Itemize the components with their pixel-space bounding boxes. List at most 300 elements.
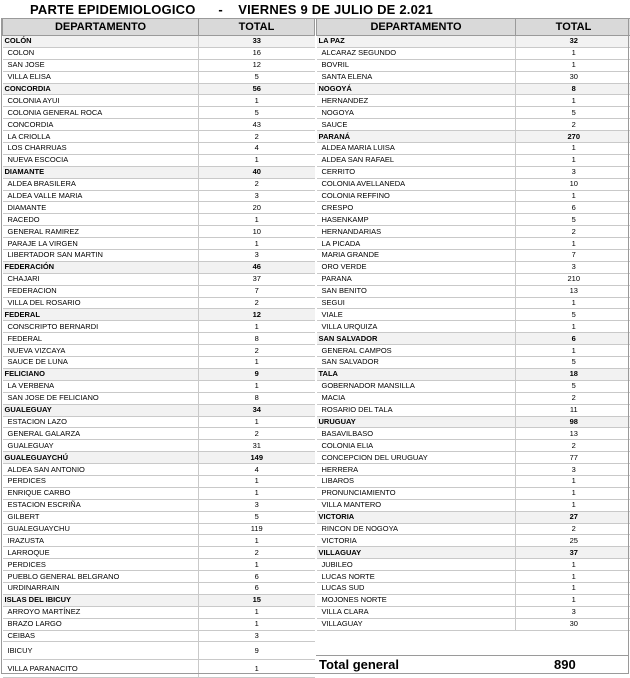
locality-name: HASENKAMP <box>317 214 516 226</box>
locality-name: LUCAS NORTE <box>317 571 516 583</box>
report-title: PARTE EPIDEMIOLOGICO - VIERNES 9 DE JULIO DE 2.021 <box>30 2 433 17</box>
locality-row <box>317 95 630 107</box>
locality-row <box>317 285 630 297</box>
locality-total: 2 <box>199 131 315 143</box>
locality-name: COLONIA ELIA <box>317 440 516 452</box>
locality-total: 1 <box>516 190 630 202</box>
total-general-value: 890 <box>554 657 576 672</box>
locality-total: 1 <box>516 571 630 583</box>
locality-total: 43 <box>199 119 315 131</box>
department-name: NOGOYÁ <box>317 83 516 95</box>
locality-row <box>317 143 630 155</box>
locality-name: LARROQUE <box>3 547 199 559</box>
locality-name: SAN SALVADOR <box>317 357 516 369</box>
locality-name: GOBERNADOR MANSILLA <box>317 380 516 392</box>
department-total: 12 <box>199 309 315 321</box>
locality-total: 1 <box>516 238 630 250</box>
locality-row <box>317 618 630 630</box>
locality-name: RACEDO <box>3 214 199 226</box>
department-name: PARANÁ <box>317 131 516 143</box>
locality-name: HERRERA <box>317 464 516 476</box>
locality-row <box>317 392 630 404</box>
locality-name: RINCON DE NOGOYA <box>317 523 516 535</box>
locality-total: 30 <box>516 71 630 83</box>
locality-name: SAUCE DE LUNA <box>3 357 199 369</box>
locality-total: 31 <box>199 440 315 452</box>
locality-row <box>317 47 630 59</box>
locality-row <box>3 202 315 214</box>
locality-row <box>3 47 315 59</box>
locality-name: PERDICES <box>3 475 199 487</box>
left-table <box>2 18 315 678</box>
locality-row <box>317 380 630 392</box>
locality-total: 1 <box>199 95 315 107</box>
locality-total: 8 <box>199 392 315 404</box>
department-name: LA PAZ <box>317 36 516 48</box>
locality-row <box>317 606 630 618</box>
locality-total: 3 <box>199 190 315 202</box>
locality-total: 30 <box>516 618 630 630</box>
locality-name: LIBERTADOR SAN MARTIN <box>3 250 199 262</box>
locality-total: 3 <box>199 630 315 642</box>
locality-row <box>3 273 315 285</box>
locality-name: CERRITO <box>317 166 516 178</box>
locality-name: GENERAL RAMIREZ <box>3 226 199 238</box>
locality-row <box>3 95 315 107</box>
locality-total: 1 <box>516 154 630 166</box>
department-total: 56 <box>199 83 315 95</box>
locality-name: VILLA URQUIZA <box>317 321 516 333</box>
locality-row <box>3 154 315 166</box>
department-total: 46 <box>199 261 315 273</box>
locality-name: COLONIA AVELLANEDA <box>317 178 516 190</box>
locality-total: 5 <box>516 107 630 119</box>
locality-row <box>3 606 315 618</box>
locality-name: LA PICADA <box>317 238 516 250</box>
department-total: 15 <box>199 594 315 606</box>
locality-row <box>3 535 315 547</box>
department-total: 33 <box>199 36 315 48</box>
locality-total: 1 <box>516 143 630 155</box>
locality-total: 1 <box>516 582 630 594</box>
locality-name: PUEBLO GENERAL BELGRANO <box>3 571 199 583</box>
locality-total: 1 <box>516 475 630 487</box>
locality-total: 6 <box>199 582 315 594</box>
locality-row <box>317 226 630 238</box>
department-name: VICTORIA <box>317 511 516 523</box>
locality-total: 1 <box>516 47 630 59</box>
locality-total: 2 <box>516 119 630 131</box>
locality-total: 5 <box>516 309 630 321</box>
locality-row <box>317 59 630 71</box>
locality-total: 5 <box>199 107 315 119</box>
locality-name: ROSARIO DEL TALA <box>317 404 516 416</box>
department-total: 149 <box>199 452 315 464</box>
locality-row <box>3 226 315 238</box>
locality-total: 6 <box>199 571 315 583</box>
locality-name: CONCEPCION DEL URUGUAY <box>317 452 516 464</box>
locality-name: URDINARRAIN <box>3 582 199 594</box>
department-row <box>3 309 315 321</box>
locality-row <box>317 571 630 583</box>
department-name: FELICIANO <box>3 368 199 380</box>
locality-name: VILLA MANTERO <box>317 499 516 511</box>
department-row <box>3 404 315 416</box>
locality-row <box>3 345 315 357</box>
locality-name: ALCARAZ SEGUNDO <box>317 47 516 59</box>
locality-row <box>3 582 315 594</box>
locality-name: NUEVA VIZCAYA <box>3 345 199 357</box>
locality-name: BOVRIL <box>317 59 516 71</box>
locality-total: 10 <box>516 178 630 190</box>
locality-name: VILLA DEL ROSARIO <box>3 297 199 309</box>
column-header-departamento: DEPARTAMENTO <box>3 19 199 36</box>
locality-row <box>317 535 630 547</box>
department-name: SAN SALVADOR <box>317 333 516 345</box>
locality-total: 1 <box>516 559 630 571</box>
locality-total: 1 <box>516 59 630 71</box>
department-name: GUALEGUAYCHÚ <box>3 452 199 464</box>
left-table-body <box>3 36 315 678</box>
locality-name: SAUCE <box>317 119 516 131</box>
locality-row <box>317 523 630 535</box>
department-name: ISLAS DEL IBICUY <box>3 594 199 606</box>
locality-total: 2 <box>199 547 315 559</box>
locality-row <box>3 428 315 440</box>
locality-row <box>3 71 315 83</box>
locality-row <box>317 499 630 511</box>
locality-row <box>3 380 315 392</box>
locality-row <box>3 178 315 190</box>
locality-row <box>317 107 630 119</box>
locality-name: BASAVILBASO <box>317 428 516 440</box>
locality-row <box>3 107 315 119</box>
department-total: 98 <box>516 416 630 428</box>
locality-row <box>317 440 630 452</box>
locality-row <box>317 559 630 571</box>
department-row <box>3 166 315 178</box>
locality-total: 7 <box>199 285 315 297</box>
locality-row <box>3 547 315 559</box>
department-name: URUGUAY <box>317 416 516 428</box>
locality-name: PARANA <box>317 273 516 285</box>
locality-name: LA VERBENA <box>3 380 199 392</box>
locality-row <box>3 618 315 630</box>
locality-name: ALDEA MARIA LUISA <box>317 143 516 155</box>
locality-total: 16 <box>199 47 315 59</box>
locality-row <box>317 261 630 273</box>
locality-row <box>3 119 315 131</box>
locality-name: SAN JOSE <box>3 59 199 71</box>
department-name: GUALEGUAY <box>3 404 199 416</box>
locality-total: 1 <box>199 660 315 678</box>
locality-total: 1 <box>516 95 630 107</box>
locality-row <box>3 523 315 535</box>
locality-name: ESTACION LAZO <box>3 416 199 428</box>
locality-total: 1 <box>516 487 630 499</box>
locality-total: 13 <box>516 285 630 297</box>
locality-row <box>3 250 315 262</box>
right-table-column <box>316 18 629 631</box>
locality-total: 1 <box>199 535 315 547</box>
locality-name: MACIA <box>317 392 516 404</box>
locality-name: CONSCRIPTO BERNARDI <box>3 321 199 333</box>
locality-name: ENRIQUE CARBO <box>3 487 199 499</box>
locality-total: 1 <box>199 416 315 428</box>
locality-total: 37 <box>199 273 315 285</box>
locality-name: ALDEA VALLE MARIA <box>3 190 199 202</box>
department-row <box>317 368 630 380</box>
locality-total: 1 <box>199 154 315 166</box>
locality-row <box>317 452 630 464</box>
locality-row <box>3 238 315 250</box>
locality-row <box>3 464 315 476</box>
department-row <box>3 594 315 606</box>
locality-row <box>3 487 315 499</box>
locality-row <box>3 143 315 155</box>
locality-name: PRONUNCIAMIENTO <box>317 487 516 499</box>
locality-total: 1 <box>199 475 315 487</box>
department-row <box>3 261 315 273</box>
locality-total: 3 <box>516 261 630 273</box>
department-row <box>3 83 315 95</box>
right-header-row <box>317 19 630 36</box>
department-row <box>317 511 630 523</box>
locality-total: 8 <box>199 333 315 345</box>
locality-name: NUEVA ESCOCIA <box>3 154 199 166</box>
locality-name: SANTA ELENA <box>317 71 516 83</box>
column-header-total: TOTAL <box>516 19 630 36</box>
locality-name: COLONIA AYUI <box>3 95 199 107</box>
locality-name: IBICUY <box>3 642 199 660</box>
column-header-departamento: DEPARTAMENTO <box>317 19 516 36</box>
locality-name: VILLAGUAY <box>317 618 516 630</box>
locality-total: 77 <box>516 452 630 464</box>
locality-total: 2 <box>516 523 630 535</box>
locality-name: VILLA ELISA <box>3 71 199 83</box>
department-row <box>317 416 630 428</box>
locality-name: SAN JOSE DE FELICIANO <box>3 392 199 404</box>
department-name: FEDERACIÓN <box>3 261 199 273</box>
locality-row <box>317 357 630 369</box>
locality-total: 11 <box>516 404 630 416</box>
left-table-column <box>2 18 312 678</box>
locality-name: COLONIA GENERAL ROCA <box>3 107 199 119</box>
locality-name: FEDERACION <box>3 285 199 297</box>
locality-name: LUCAS SUD <box>317 582 516 594</box>
locality-name: GENERAL CAMPOS <box>317 345 516 357</box>
locality-total: 5 <box>516 214 630 226</box>
department-total: 40 <box>199 166 315 178</box>
department-total: 270 <box>516 131 630 143</box>
department-row <box>3 368 315 380</box>
locality-name: CONCORDIA <box>3 119 199 131</box>
locality-name: FEDERAL <box>3 333 199 345</box>
locality-total: 1 <box>199 321 315 333</box>
locality-name: LA CRIOLLA <box>3 131 199 143</box>
locality-name: PERDICES <box>3 559 199 571</box>
locality-row <box>3 190 315 202</box>
locality-name: HERNANDEZ <box>317 95 516 107</box>
locality-total: 13 <box>516 428 630 440</box>
department-name: FEDERAL <box>3 309 199 321</box>
right-table <box>316 18 630 631</box>
locality-total: 2 <box>199 345 315 357</box>
locality-name: HERNANDARIAS <box>317 226 516 238</box>
locality-total: 2 <box>199 178 315 190</box>
department-row <box>317 36 630 48</box>
locality-row <box>3 440 315 452</box>
department-row <box>317 547 630 559</box>
locality-total: 1 <box>516 297 630 309</box>
locality-row <box>317 487 630 499</box>
locality-name: ALDEA SAN ANTONIO <box>3 464 199 476</box>
department-name: TALA <box>317 368 516 380</box>
total-general-label: Total general <box>319 657 399 672</box>
locality-total: 3 <box>199 499 315 511</box>
locality-name: SAN BENITO <box>317 285 516 297</box>
locality-total: 3 <box>516 464 630 476</box>
department-total: 6 <box>516 333 630 345</box>
right-table-body <box>317 36 630 631</box>
locality-name: CRESPO <box>317 202 516 214</box>
locality-row <box>3 357 315 369</box>
locality-name: ESTACION ESCRIÑA <box>3 499 199 511</box>
left-header-row <box>3 19 315 36</box>
department-total: 32 <box>516 36 630 48</box>
department-total: 37 <box>516 547 630 559</box>
department-name: COLÓN <box>3 36 199 48</box>
locality-name: GUALEGUAYCHU <box>3 523 199 535</box>
locality-row <box>3 499 315 511</box>
locality-name: VILLA CLARA <box>317 606 516 618</box>
locality-total: 9 <box>199 642 315 660</box>
locality-total: 2 <box>516 392 630 404</box>
locality-total: 20 <box>199 202 315 214</box>
locality-row <box>317 345 630 357</box>
locality-total: 2 <box>516 440 630 452</box>
locality-row <box>317 119 630 131</box>
locality-row <box>317 309 630 321</box>
locality-name: VIALE <box>317 309 516 321</box>
department-total: 8 <box>516 83 630 95</box>
locality-row <box>317 250 630 262</box>
locality-total: 4 <box>199 143 315 155</box>
locality-total: 3 <box>516 606 630 618</box>
locality-total: 1 <box>199 487 315 499</box>
locality-row <box>317 297 630 309</box>
locality-row <box>3 475 315 487</box>
locality-row <box>3 630 315 642</box>
department-row <box>317 333 630 345</box>
locality-row <box>3 571 315 583</box>
locality-total: 1 <box>199 357 315 369</box>
locality-total: 1 <box>199 380 315 392</box>
locality-row <box>3 642 315 660</box>
locality-total: 5 <box>516 357 630 369</box>
total-general-row <box>316 655 629 675</box>
locality-name: GILBERT <box>3 511 199 523</box>
locality-row <box>3 333 315 345</box>
locality-total: 2 <box>516 226 630 238</box>
department-name: VILLAGUAY <box>317 547 516 559</box>
locality-total: 119 <box>199 523 315 535</box>
locality-total: 1 <box>516 499 630 511</box>
locality-name: ARROYO MARTÍNEZ <box>3 606 199 618</box>
locality-name: GUALEGUAY <box>3 440 199 452</box>
locality-total: 4 <box>199 464 315 476</box>
locality-name: ALDEA SAN RAFAEL <box>317 154 516 166</box>
locality-name: VICTORIA <box>317 535 516 547</box>
locality-row <box>317 321 630 333</box>
locality-name: BRAZO LARGO <box>3 618 199 630</box>
column-header-total: TOTAL <box>199 19 315 36</box>
locality-row <box>3 660 315 678</box>
locality-row <box>317 404 630 416</box>
locality-row <box>317 178 630 190</box>
department-row <box>317 83 630 95</box>
locality-row <box>317 214 630 226</box>
locality-row <box>317 475 630 487</box>
locality-row <box>317 273 630 285</box>
locality-name: DIAMANTE <box>3 202 199 214</box>
locality-name: ORO VERDE <box>317 261 516 273</box>
department-total: 18 <box>516 368 630 380</box>
locality-total: 1 <box>516 321 630 333</box>
locality-name: IRAZUSTA <box>3 535 199 547</box>
locality-name: GENERAL GALARZA <box>3 428 199 440</box>
locality-name: ALDEA BRASILERA <box>3 178 199 190</box>
department-row <box>3 36 315 48</box>
locality-row <box>3 511 315 523</box>
locality-row <box>3 214 315 226</box>
locality-row <box>317 428 630 440</box>
department-name: DIAMANTE <box>3 166 199 178</box>
locality-row <box>317 166 630 178</box>
locality-name: CHAJARI <box>3 273 199 285</box>
locality-row <box>3 321 315 333</box>
locality-row <box>317 464 630 476</box>
locality-total: 1 <box>199 559 315 571</box>
locality-row <box>317 154 630 166</box>
locality-total: 1 <box>199 606 315 618</box>
locality-name: VILLA PARANACITO <box>3 660 199 678</box>
locality-name: JUBILEO <box>317 559 516 571</box>
locality-row <box>317 238 630 250</box>
locality-row <box>317 190 630 202</box>
locality-name: LOS CHARRUAS <box>3 143 199 155</box>
locality-name: COLONIA REFFINO <box>317 190 516 202</box>
locality-total: 5 <box>516 380 630 392</box>
locality-name: PARAJE LA VIRGEN <box>3 238 199 250</box>
locality-row <box>3 559 315 571</box>
department-name: CONCORDIA <box>3 83 199 95</box>
locality-row <box>3 131 315 143</box>
locality-total: 3 <box>199 250 315 262</box>
locality-name: CEIBAS <box>3 630 199 642</box>
locality-name: MOJONES NORTE <box>317 594 516 606</box>
department-row <box>3 452 315 464</box>
locality-total: 1 <box>199 618 315 630</box>
department-total: 34 <box>199 404 315 416</box>
locality-row <box>3 297 315 309</box>
department-row <box>317 131 630 143</box>
locality-row <box>3 59 315 71</box>
locality-total: 5 <box>199 71 315 83</box>
locality-total: 2 <box>199 297 315 309</box>
locality-name: NOGOYA <box>317 107 516 119</box>
locality-row <box>3 416 315 428</box>
